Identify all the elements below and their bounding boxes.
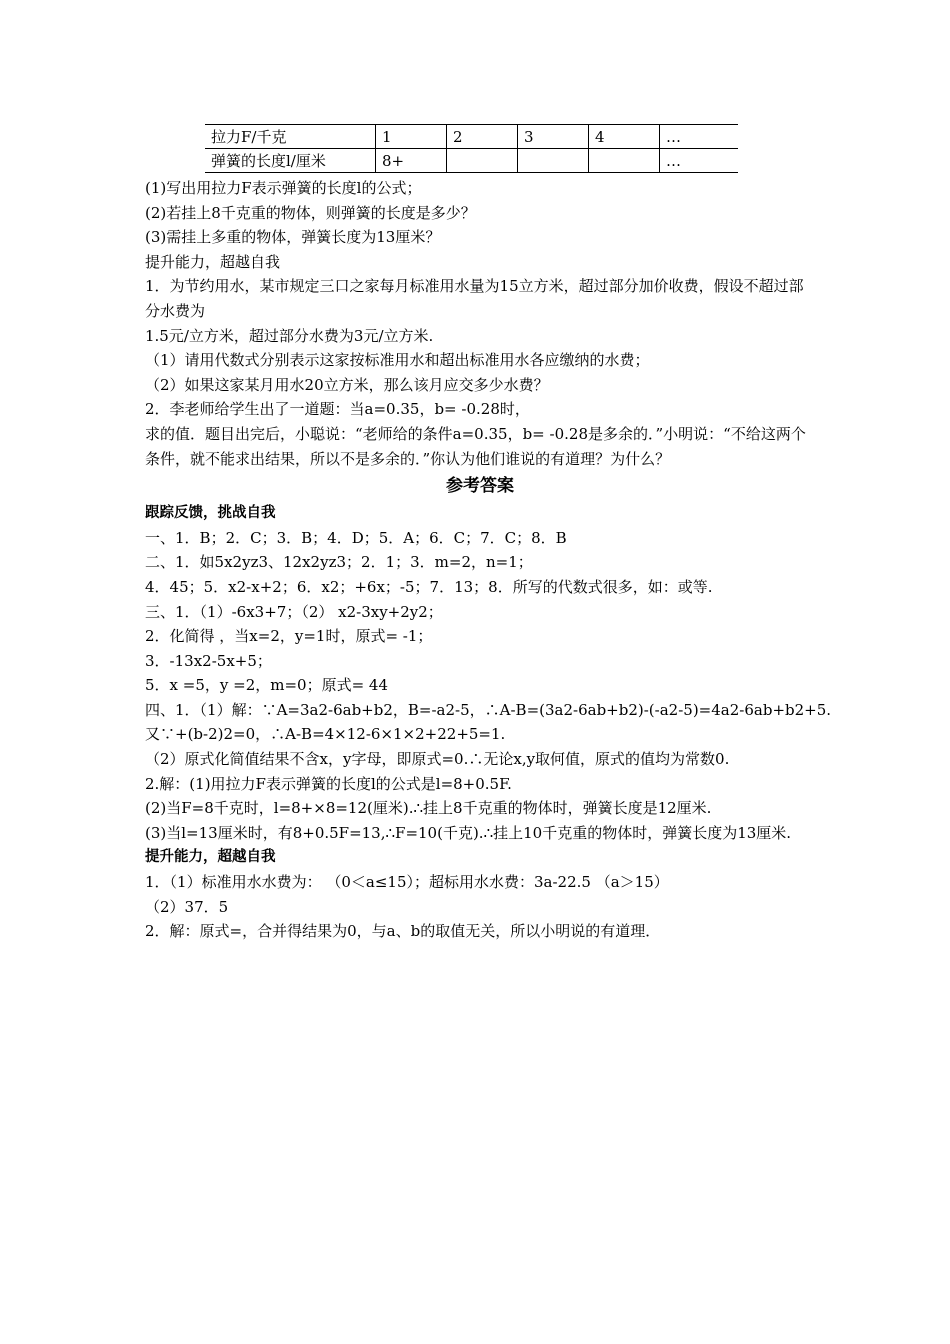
answer-line: 一、1．B；2．C；3．B；4．D；5．A；6．C；7．C；8．B — [145, 528, 567, 547]
answer-line: 1．（1）标准用水水费为： （0＜a≤15）；超标用水水费：3a-22.5 （a＞15） — [145, 873, 669, 892]
spring-table — [205, 124, 738, 173]
answer-line: 3．-13x2-5x+5； — [145, 651, 272, 670]
problem-2-intro: 2．李老师给学生出了一道题：当a=0.35，b= -0.28时， — [145, 400, 530, 419]
table-cell: 8+ — [376, 149, 447, 173]
problem-1-part-1: （1）请用代数式分别表示这家按标准用水和超出标准用水各应缴纳的水费； — [145, 351, 650, 370]
answer-line: 四、1．（1）解：∵A=3a2-6ab+b2，B=-a2-5，∴A-B=(3a2-6ab+b2)-(-a2-5)=4a2-6ab+b2+5. — [145, 700, 832, 719]
table-cell: 2 — [447, 125, 518, 149]
answers-heading-2: 提升能力，超越自我 — [145, 849, 276, 866]
table-cell: … — [660, 149, 739, 173]
answer-line: 5．x =5，y =2，m=0；原式= 44 — [145, 676, 388, 695]
table-cell: 1 — [376, 125, 447, 149]
table-cell — [589, 149, 660, 173]
answer-line: 2．化简得 ，当x=2，y=1时，原式= -1； — [145, 627, 433, 646]
answer-line: (2)当F=8千克时，l=8+×8=12(厘米).∴挂上8千克重的物体时，弹簧长度是12厘米. — [145, 799, 712, 818]
table-cell: 拉力F/千克 — [205, 125, 376, 149]
answer-line: 三、1．（1）-6x3+7；（2） x2-3xy+2y2； — [145, 602, 443, 621]
table-cell: 3 — [518, 125, 589, 149]
problem-2-body: 求的值．题目出完后，小聪说：“老师给的条件a=0.35，b= -0.28是多余的．”小明说：“不给这两个条件，就不能求出结果，所以不是多余的．”你认为他们谁说的有道理？为什么？ — [145, 424, 806, 468]
question-1: (1)写出用拉力F表示弹簧的长度l的公式； — [145, 179, 422, 197]
table-cell — [447, 149, 518, 173]
table-cell — [518, 149, 589, 173]
answer-line: 2.解：(1)用拉力F表示弹簧的长度l的公式是l=8+0.5F. — [145, 774, 512, 793]
section-heading: 提升能力，超越自我 — [145, 252, 281, 271]
table-row — [205, 125, 738, 149]
answer-line: 二、1．如5x2yz3、12x2yz3；2．1；3．m=2，n=1； — [145, 553, 533, 572]
answer-line: （2）37．5 — [145, 897, 229, 916]
problem-1-intro: 1．为节约用水，某市规定三口之家每月标准用水量为15立方米，超过部分加价收费，假设不超过部分水费为 — [145, 277, 804, 320]
table-row — [205, 149, 738, 173]
problem-1-part-2: （2）如果这家某月用水20立方米，那么该月应交多少水费？ — [145, 375, 549, 394]
answer-line: 4．45；5．x2-x+2；6．x2；+6x；-5；7．13；8．所写的代数式很多，如：或等. — [145, 577, 713, 596]
answers-heading-1: 跟踪反馈，挑战自我 — [145, 505, 276, 522]
table-cell: 弹簧的长度l/厘米 — [205, 149, 376, 173]
answer-line: (3)当l=13厘米时，有8+0.5F=13,∴F=10(千克).∴挂上10千克重的物体时，弹簧长度为13厘米. — [145, 823, 792, 842]
table-cell: 4 — [589, 125, 660, 149]
answer-line: 2．解：原式=，合并得结果为0，与a、b的取值无关，所以小明说的有道理． — [145, 922, 661, 941]
answers-title: 参考答案 — [446, 476, 514, 497]
table-cell: … — [660, 125, 739, 149]
document-body — [145, 176, 832, 944]
problem-1-price: 1.5元/立方米，超过部分水费为3元/立方米. — [145, 326, 434, 345]
answer-line: （2）原式化简值结果不含x，y字母，即原式=0.∴无论x,y取何值，原式的值均为常数0. — [145, 750, 730, 769]
question-3: (3)需挂上多重的物体，弹簧长度为13厘米？ — [145, 228, 441, 247]
answer-line: 又∵+(b-2)2=0，∴A-B=4×12-6×1×2+22+5=1. — [145, 725, 506, 744]
question-2: (2)若挂上8千克重的物体，则弹簧的长度是多少？ — [145, 203, 476, 222]
